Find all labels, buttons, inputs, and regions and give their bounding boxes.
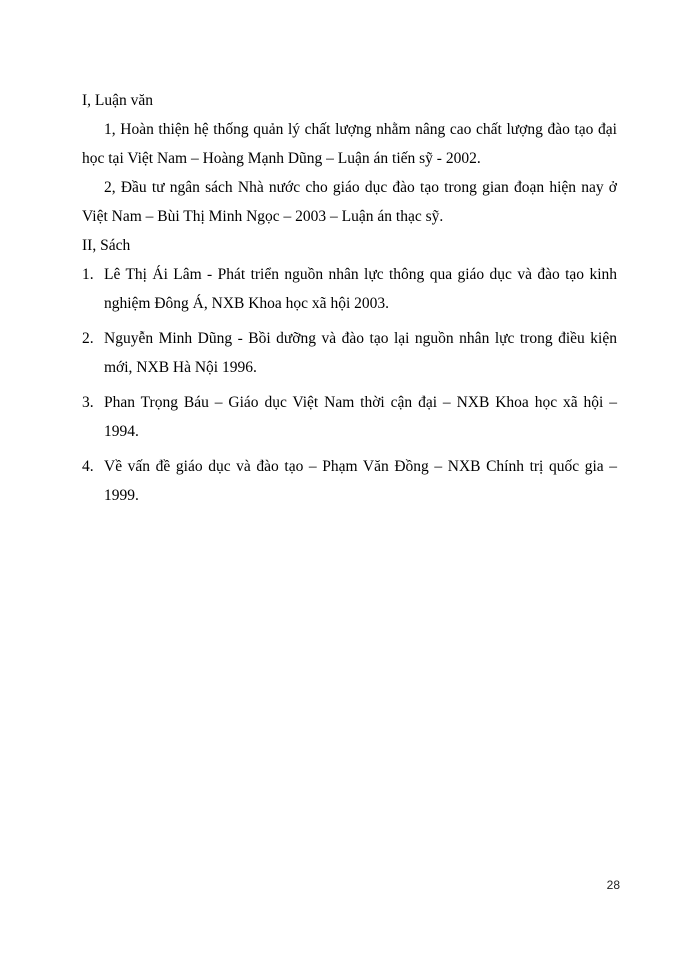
list-number: 4. — [82, 458, 94, 475]
book-reference-item — [82, 260, 617, 318]
book-reference-text: Phan Trọng Báu – Giáo dục Việt Nam thời cận đại – NXB Khoa học xã hội – 1994. — [104, 394, 617, 440]
book-reference-item — [82, 452, 617, 510]
section-heading-thesis: I, Luận văn — [82, 92, 154, 109]
book-reference-text: Về vấn đề giáo dục và đào tạo – Phạm Văn Đồng – NXB Chính trị quốc gia – 1999. — [104, 458, 617, 504]
thesis-reference-2: 2, Đầu tư ngân sách Nhà nước cho giáo dục đào tạo trong gian đoạn hiện nay ở Việt Nam – Bùi Thị Minh Ngọc – 2003 – Luận án thạc sỹ. — [82, 179, 617, 225]
document-content — [82, 86, 617, 516]
book-reference-list — [82, 260, 617, 510]
book-reference-text: Lê Thị Ái Lâm - Phát triển nguồn nhân lực thông qua giáo dục và đào tạo kinh nghiệm Đông Á, NXB Khoa học xã hội 2003. — [104, 266, 617, 312]
list-number: 1. — [82, 266, 94, 283]
book-reference-text: Nguyễn Minh Dũng - Bồi dưỡng và đào tạo lại nguồn nhân lực trong điều kiện mới, NXB Hà Nội 1996. — [104, 330, 617, 376]
section-heading-books: II, Sách — [82, 237, 131, 254]
book-reference-item — [82, 388, 617, 446]
page-number: 28 — [606, 878, 620, 892]
book-reference-item — [82, 324, 617, 382]
list-number: 2. — [82, 330, 94, 347]
thesis-reference-1: 1, Hoàn thiện hệ thống quản lý chất lượng nhằm nâng cao chất lượng đào tạo đại học tại Việt Nam – Hoàng Mạnh Dũng – Luận án tiến sỹ - 2002. — [82, 121, 617, 167]
list-number: 3. — [82, 394, 94, 411]
